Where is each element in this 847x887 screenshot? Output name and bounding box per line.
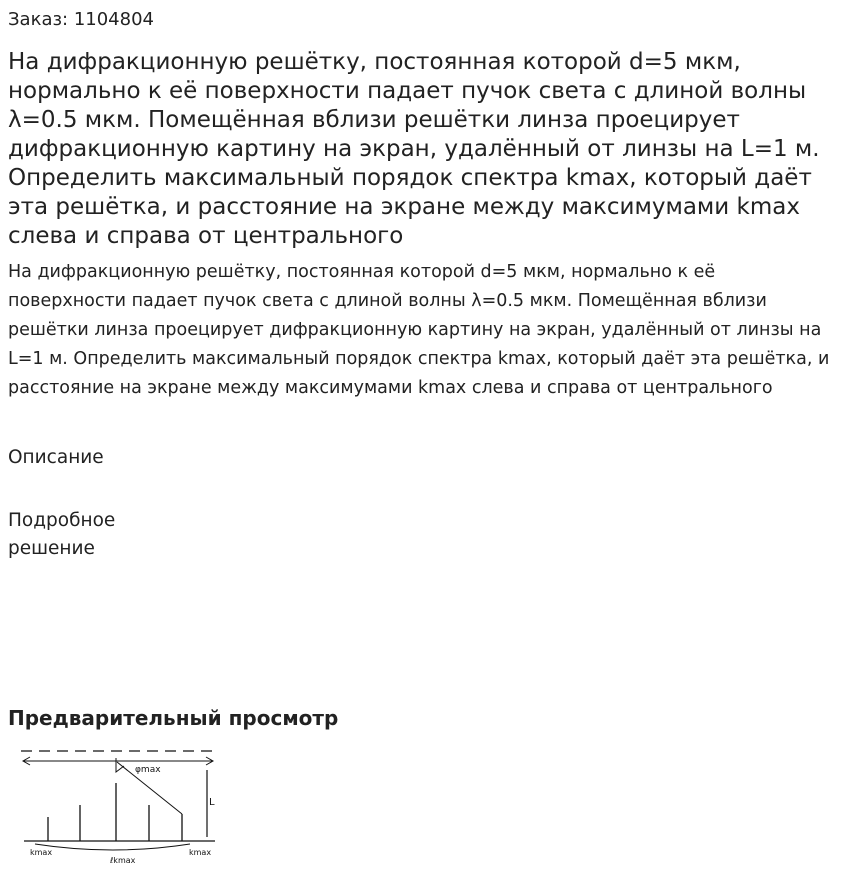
order-number: Заказ: 1104804 (8, 9, 154, 30)
preview-heading: Предварительный просмотр (8, 706, 339, 730)
diffraction-preview-sketch (18, 744, 223, 872)
phi-max-label: φmax (135, 765, 161, 775)
preview-diagram-image (18, 744, 223, 872)
k-max-right-label: kmax (189, 848, 212, 857)
distance-brace (35, 844, 190, 850)
k-max-left-label: kmax (30, 848, 53, 857)
l-label: L (209, 797, 215, 808)
task-description-text: На дифракционную решётку, постоянная которой d=5 мкм, нормально к её поверхности падает пучок света с длиной волны λ=0.5 мкм. Помещённая вблизи решётки линза проецирует дифракционную картину на экран, удалённый от линзы на L=1 м. Определить максимальный порядок спектра kmax, который даёт эта решётка, и расстояние на экране между максимумами kmax слева и справа от центрального (8, 262, 830, 398)
detailed-solution-label: Подробное решение (8, 510, 116, 559)
distance-label: ℓkmax (110, 856, 136, 865)
task-title: На дифракционную решётку, постоянная которой d=5 мкм, нормально к её поверхности падает пучок света с длиной волны λ=0.5 мкм. Помещённая вблизи решётки линза проецирует дифракционную картину на экран, удалённый от линзы на L=1 м. Определить максимальный порядок спектра kmax, который даёт эта решётка, и расстояние на экране между максимумами kmax слева и справа от центрального (8, 49, 820, 249)
description-label: Описание (8, 447, 104, 468)
